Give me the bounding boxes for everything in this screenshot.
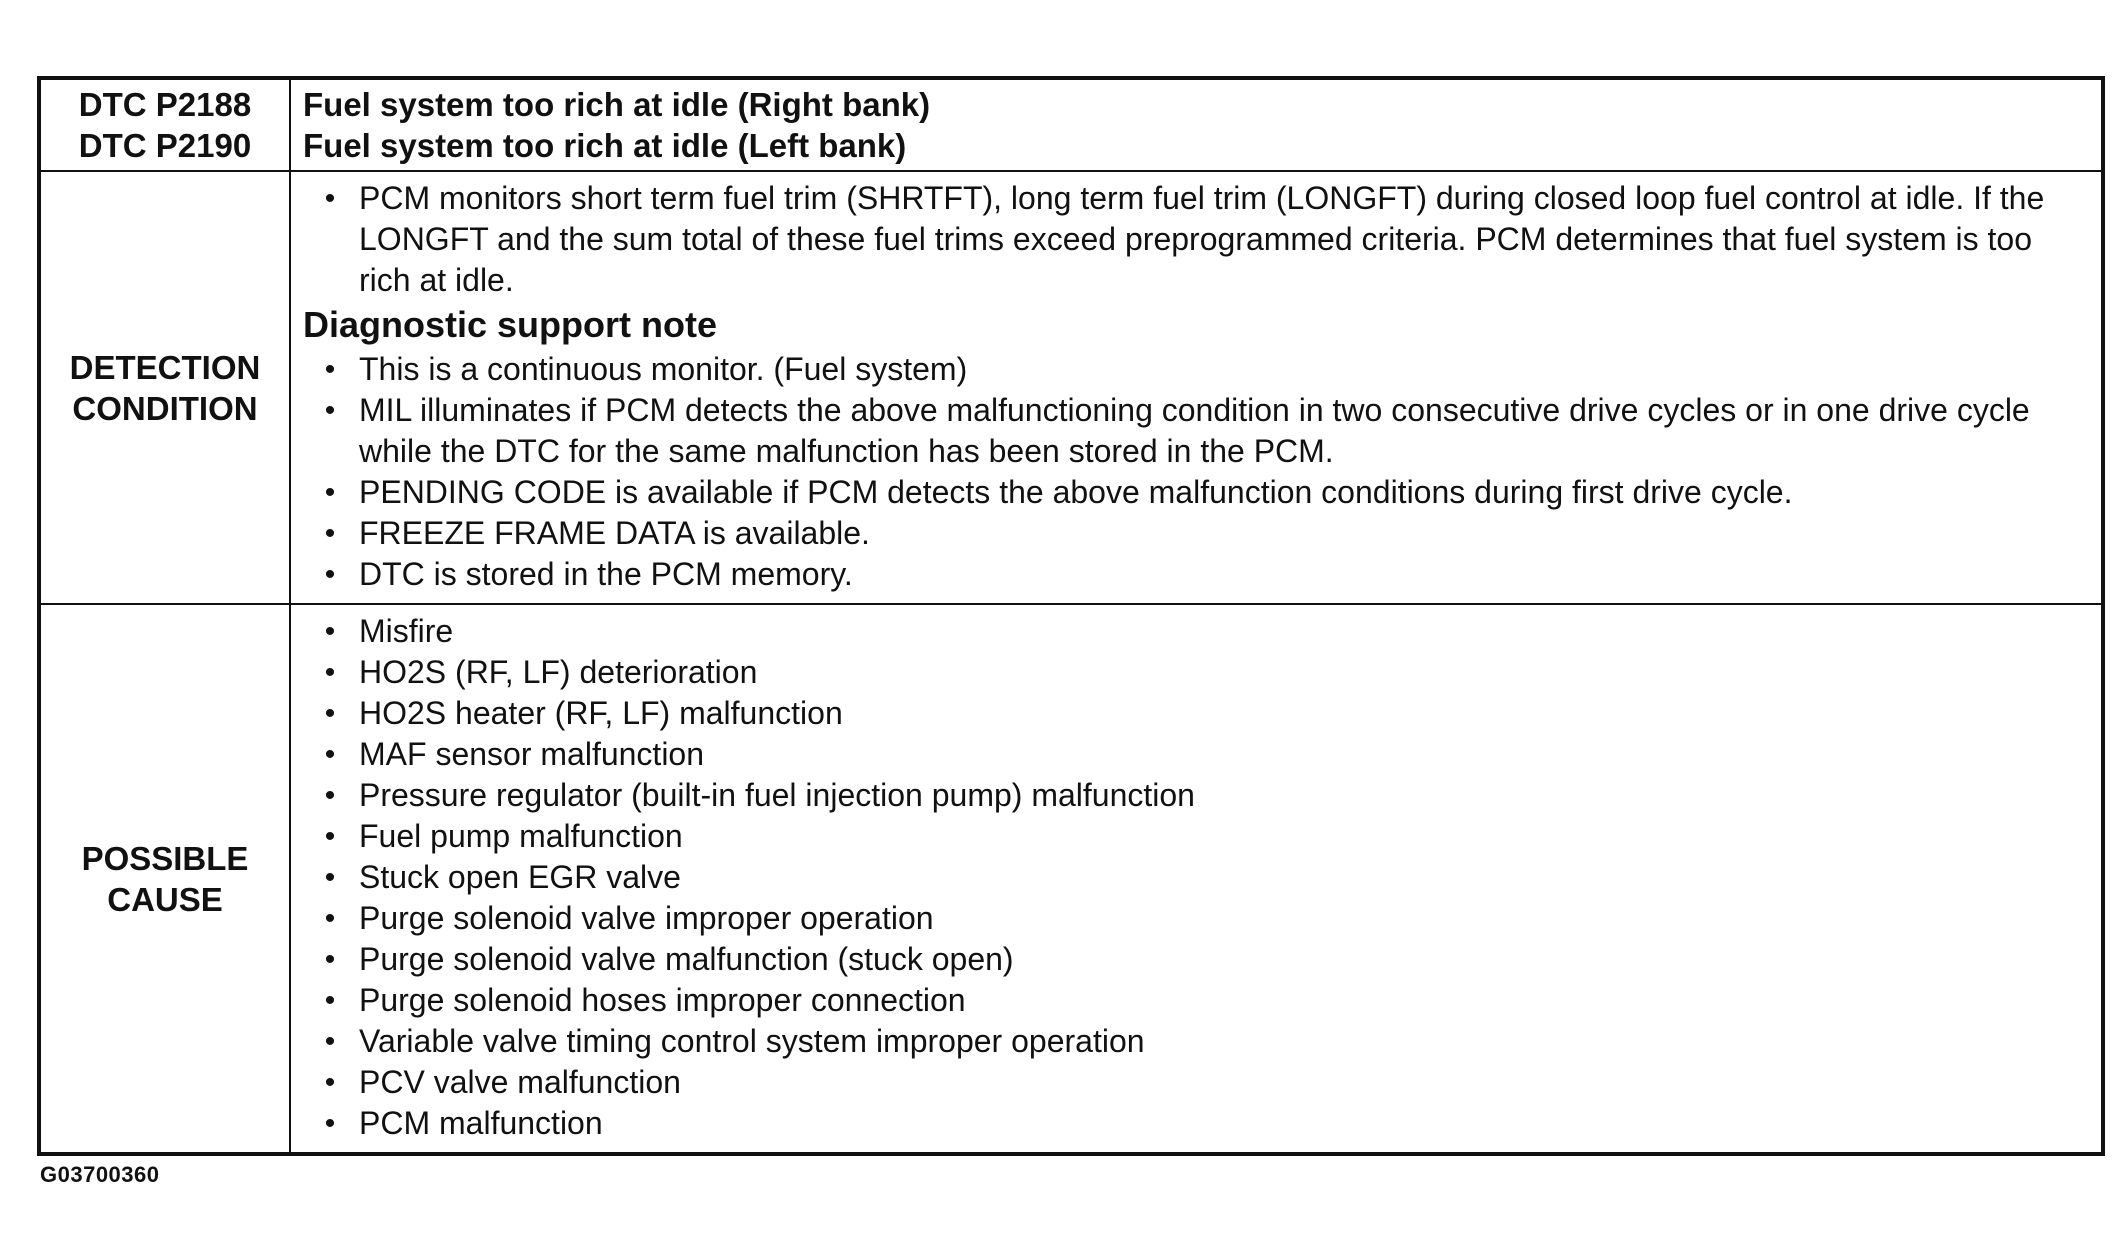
- bullet-icon: •: [324, 1066, 336, 1099]
- possible-cause-label: POSSIBLE CAUSE: [39, 604, 290, 1154]
- list-item: • This is a continuous monitor. (Fuel system): [303, 349, 2085, 390]
- detection-condition-row: [39, 171, 2103, 604]
- bullet-icon: •: [324, 1107, 336, 1140]
- possible-cause-row: [39, 604, 2103, 1154]
- bullet-icon: •: [324, 738, 336, 771]
- list-item: • Purge solenoid valve malfunction (stuck open): [303, 939, 2085, 980]
- list-item: • PCV valve malfunction: [303, 1062, 2085, 1103]
- bullet-icon: •: [324, 1025, 336, 1058]
- list-item: • Stuck open EGR valve: [303, 857, 2085, 898]
- bullet-icon: •: [324, 984, 336, 1017]
- bullet-icon: •: [324, 943, 336, 976]
- dtc-description-cell: [290, 78, 2103, 171]
- list-item: • HO2S (RF, LF) deterioration: [303, 652, 2085, 693]
- list-item: [303, 178, 2085, 301]
- diagnostic-notes-list: [303, 349, 2085, 595]
- figure-id: G03700360: [40, 1162, 160, 1187]
- list-item: • MIL illuminates if PCM detects the above malfunctioning condition in two consecutive drive cycles or in one drive cycle while the DTC for the same malfunction has been stored in the PCM.: [303, 390, 2085, 472]
- bullet-icon: •: [324, 615, 336, 648]
- possible-cause-content: [290, 604, 2103, 1154]
- bullet-icon: •: [324, 182, 336, 215]
- bullet-icon: •: [324, 820, 336, 853]
- list-item: • Purge solenoid hoses improper connection: [303, 980, 2085, 1021]
- list-item: • DTC is stored in the PCM memory.: [303, 554, 2085, 595]
- list-item: • MAF sensor malfunction: [303, 734, 2085, 775]
- header-row: [39, 78, 2103, 171]
- list-item: • PCM malfunction: [303, 1103, 2085, 1144]
- bullet-icon: •: [324, 476, 336, 509]
- detection-intro-text: PCM monitors short term fuel trim (SHRTFT), long term fuel trim (LONGFT) during closed loop fuel control at idle. If the LONGFT and the sum total of these fuel trims exceed preprogrammed criteria. PCM determines that fuel system is too rich at idle.: [359, 180, 2045, 298]
- bullet-icon: •: [324, 779, 336, 812]
- list-item: • FREEZE FRAME DATA is available.: [303, 513, 2085, 554]
- diagnostic-support-note-heading: Diagnostic support note: [303, 304, 717, 345]
- list-item: • Variable valve timing control system improper operation: [303, 1021, 2085, 1062]
- detection-intro-list: [303, 178, 2085, 301]
- dtc-description-right-bank: Fuel system too rich at idle (Right bank): [303, 86, 931, 123]
- bullet-icon: •: [324, 558, 336, 591]
- list-item: • Fuel pump malfunction: [303, 816, 2085, 857]
- dtc-code-cell: [39, 78, 290, 171]
- bullet-icon: •: [324, 861, 336, 894]
- dtc-table: [37, 76, 2105, 1156]
- list-item: • Purge solenoid valve improper operation: [303, 898, 2085, 939]
- bullet-icon: •: [324, 902, 336, 935]
- list-item: • Misfire: [303, 611, 2085, 652]
- possible-cause-list: [303, 611, 2085, 1144]
- detection-condition-content: [290, 171, 2103, 604]
- list-item: • PENDING CODE is available if PCM detects the above malfunction conditions during first drive cycle.: [303, 472, 2085, 513]
- list-item: • HO2S heater (RF, LF) malfunction: [303, 693, 2085, 734]
- list-item: • Pressure regulator (built-in fuel injection pump) malfunction: [303, 775, 2085, 816]
- bullet-icon: •: [324, 517, 336, 550]
- bullet-icon: •: [324, 353, 336, 386]
- bullet-icon: •: [324, 394, 336, 427]
- bullet-icon: •: [324, 697, 336, 730]
- dtc-description-left-bank: Fuel system too rich at idle (Left bank): [303, 127, 907, 164]
- bullet-icon: •: [324, 656, 336, 689]
- dtc-code-left-bank: DTC P2190: [78, 127, 252, 164]
- dtc-code-right-bank: DTC P2188: [78, 86, 252, 123]
- detection-condition-label: DETECTION CONDITION: [39, 171, 290, 604]
